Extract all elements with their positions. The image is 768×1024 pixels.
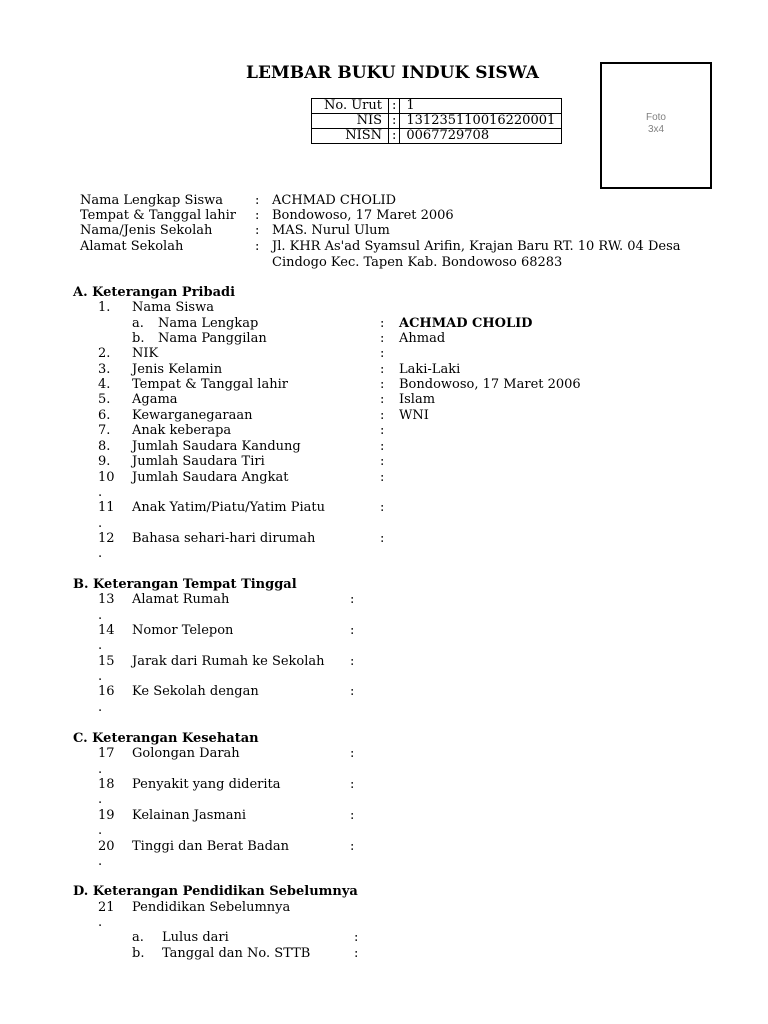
item-number: 3. [98,362,111,377]
item-number: 15 [98,654,115,669]
separator: : [380,470,385,485]
nisn-label: NISN [312,129,389,144]
item-label: Anak Yatim/Piatu/Yatim Piatu [132,500,325,515]
no-urut-value: 1 [400,99,562,114]
item-label: Nama Panggilan [158,331,267,346]
item-value: WNI [399,408,429,423]
table-row [312,114,562,129]
separator: : [380,346,385,361]
photo-label [602,112,710,136]
item-value: Ahmad [399,331,446,346]
item-label: Alamat Rumah [132,592,230,607]
separator: : [380,331,385,346]
table-row [312,129,562,144]
item-number: 13 [98,592,115,607]
nis-label: NIS [312,114,389,129]
item-value: ACHMAD CHOLID [399,316,533,331]
item-number: 11 [98,500,115,515]
separator: : [255,223,260,238]
nis-value: 131235110016220001 [400,114,562,129]
item-label: Penyakit yang diderita [132,777,281,792]
separator: : [380,500,385,515]
separator: : [380,531,385,546]
item-label: Tinggi dan Berat Badan [132,839,290,854]
item-value: Islam [399,392,436,407]
item-label: Kewarganegaraan [132,408,253,423]
info-label: Alamat Sekolah [80,239,184,254]
item-label: NIK [132,346,159,361]
item-number: 10 [98,470,115,485]
item-number-dot: . [98,608,103,623]
item-label: Jumlah Saudara Kandung [132,439,301,454]
separator: : [350,654,355,669]
no-urut-label: No. Urut [312,99,389,114]
separator: : [255,208,260,223]
page-title: LEMBAR BUKU INDUK SISWA [246,63,539,83]
separator: : [380,362,385,377]
item-number: 5. [98,392,111,407]
separator: : [350,839,355,854]
item-label: Jenis Kelamin [132,362,223,377]
item-label: Nama Siswa [132,300,214,315]
item-number: 9. [98,454,111,469]
photo-label-line1: Foto [645,112,666,123]
separator: : [350,777,355,792]
item-label: Bahasa sehari-hari dirumah [132,531,316,546]
item-number: 8. [98,439,111,454]
item-number-dot: . [98,792,103,807]
separator: : [380,454,385,469]
item-number: 18 [98,777,115,792]
separator: : [380,408,385,423]
item-number: 16 [98,684,115,699]
item-label: Nomor Telepon [132,623,234,638]
info-label: Nama/Jenis Sekolah [80,223,213,238]
item-label: Agama [132,392,178,407]
item-number: 20 [98,839,115,854]
section-heading-a: A. Keterangan Pribadi [73,285,236,300]
separator: : [350,684,355,699]
item-number-dot: . [98,854,103,869]
table-row [312,99,562,114]
section-heading-b: B. Keterangan Tempat Tinggal [73,577,297,592]
item-number: a. [132,930,144,945]
separator: : [255,239,260,254]
item-number: 6. [98,408,111,423]
item-number-dot: . [98,915,103,930]
item-value: Bondowoso, 17 Maret 2006 [399,377,581,392]
item-number: 1. [98,300,111,315]
item-label: Pendidikan Sebelumnya [132,900,291,915]
item-number-dot: . [98,485,103,500]
item-number-dot: . [98,669,103,684]
nisn-value: 0067729708 [400,129,562,144]
item-value: Laki-Laki [399,362,461,377]
item-label: Golongan Darah [132,746,240,761]
item-label: Lulus dari [162,930,229,945]
item-number: b. [132,331,145,346]
header-id-table [311,98,562,144]
separator: : [350,808,355,823]
item-number: 17 [98,746,115,761]
section-heading-d: D. Keterangan Pendidikan Sebelumnya [73,884,358,899]
separator: : [354,946,359,961]
item-label: Ke Sekolah dengan [132,684,259,699]
item-label: Jumlah Saudara Tiri [132,454,265,469]
item-label: Tanggal dan No. STTB [162,946,311,961]
separator: : [350,623,355,638]
info-value: Jl. KHR As'ad Syamsul Arifin, Krajan Baru RT. 10 RW. 04 Desa [272,239,681,254]
item-label: Nama Lengkap [158,316,259,331]
separator: : [380,392,385,407]
section-heading-c: C. Keterangan Kesehatan [73,731,259,746]
item-number-dot: . [98,823,103,838]
photo-label-line2: 3x4 [647,124,665,135]
item-label: Tempat & Tanggal lahir [132,377,288,392]
info-value: MAS. Nurul Ulum [272,223,390,238]
item-number: 14 [98,623,115,638]
item-number: 7. [98,423,111,438]
separator: : [389,114,400,129]
separator: : [255,193,260,208]
photo-placeholder [600,62,712,189]
separator: : [380,377,385,392]
info-value: ACHMAD CHOLID [272,193,397,208]
item-number: 4. [98,377,111,392]
item-number: 21 [98,900,115,915]
separator: : [354,930,359,945]
item-number-dot: . [98,638,103,653]
separator: : [350,592,355,607]
separator: : [380,423,385,438]
separator: : [380,316,385,331]
separator: : [389,129,400,144]
info-label: Tempat & Tanggal lahir [80,208,236,223]
item-number: 19 [98,808,115,823]
separator: : [389,99,400,114]
item-number-dot: . [98,762,103,777]
info-label: Nama Lengkap Siswa [80,193,224,208]
item-label: Kelainan Jasmani [132,808,246,823]
item-label: Jumlah Saudara Angkat [132,470,289,485]
item-number: 2. [98,346,111,361]
item-label: Anak keberapa [132,423,232,438]
info-value: Bondowoso, 17 Maret 2006 [272,208,454,223]
item-number: b. [132,946,145,961]
item-label: Jarak dari Rumah ke Sekolah [132,654,325,669]
item-number-dot: . [98,516,103,531]
info-value-continuation: Cindogo Kec. Tapen Kab. Bondowoso 68283 [272,255,563,270]
item-number: a. [132,316,144,331]
separator: : [350,746,355,761]
item-number-dot: . [98,700,103,715]
item-number: 12 [98,531,115,546]
item-number-dot: . [98,546,103,561]
separator: : [380,439,385,454]
